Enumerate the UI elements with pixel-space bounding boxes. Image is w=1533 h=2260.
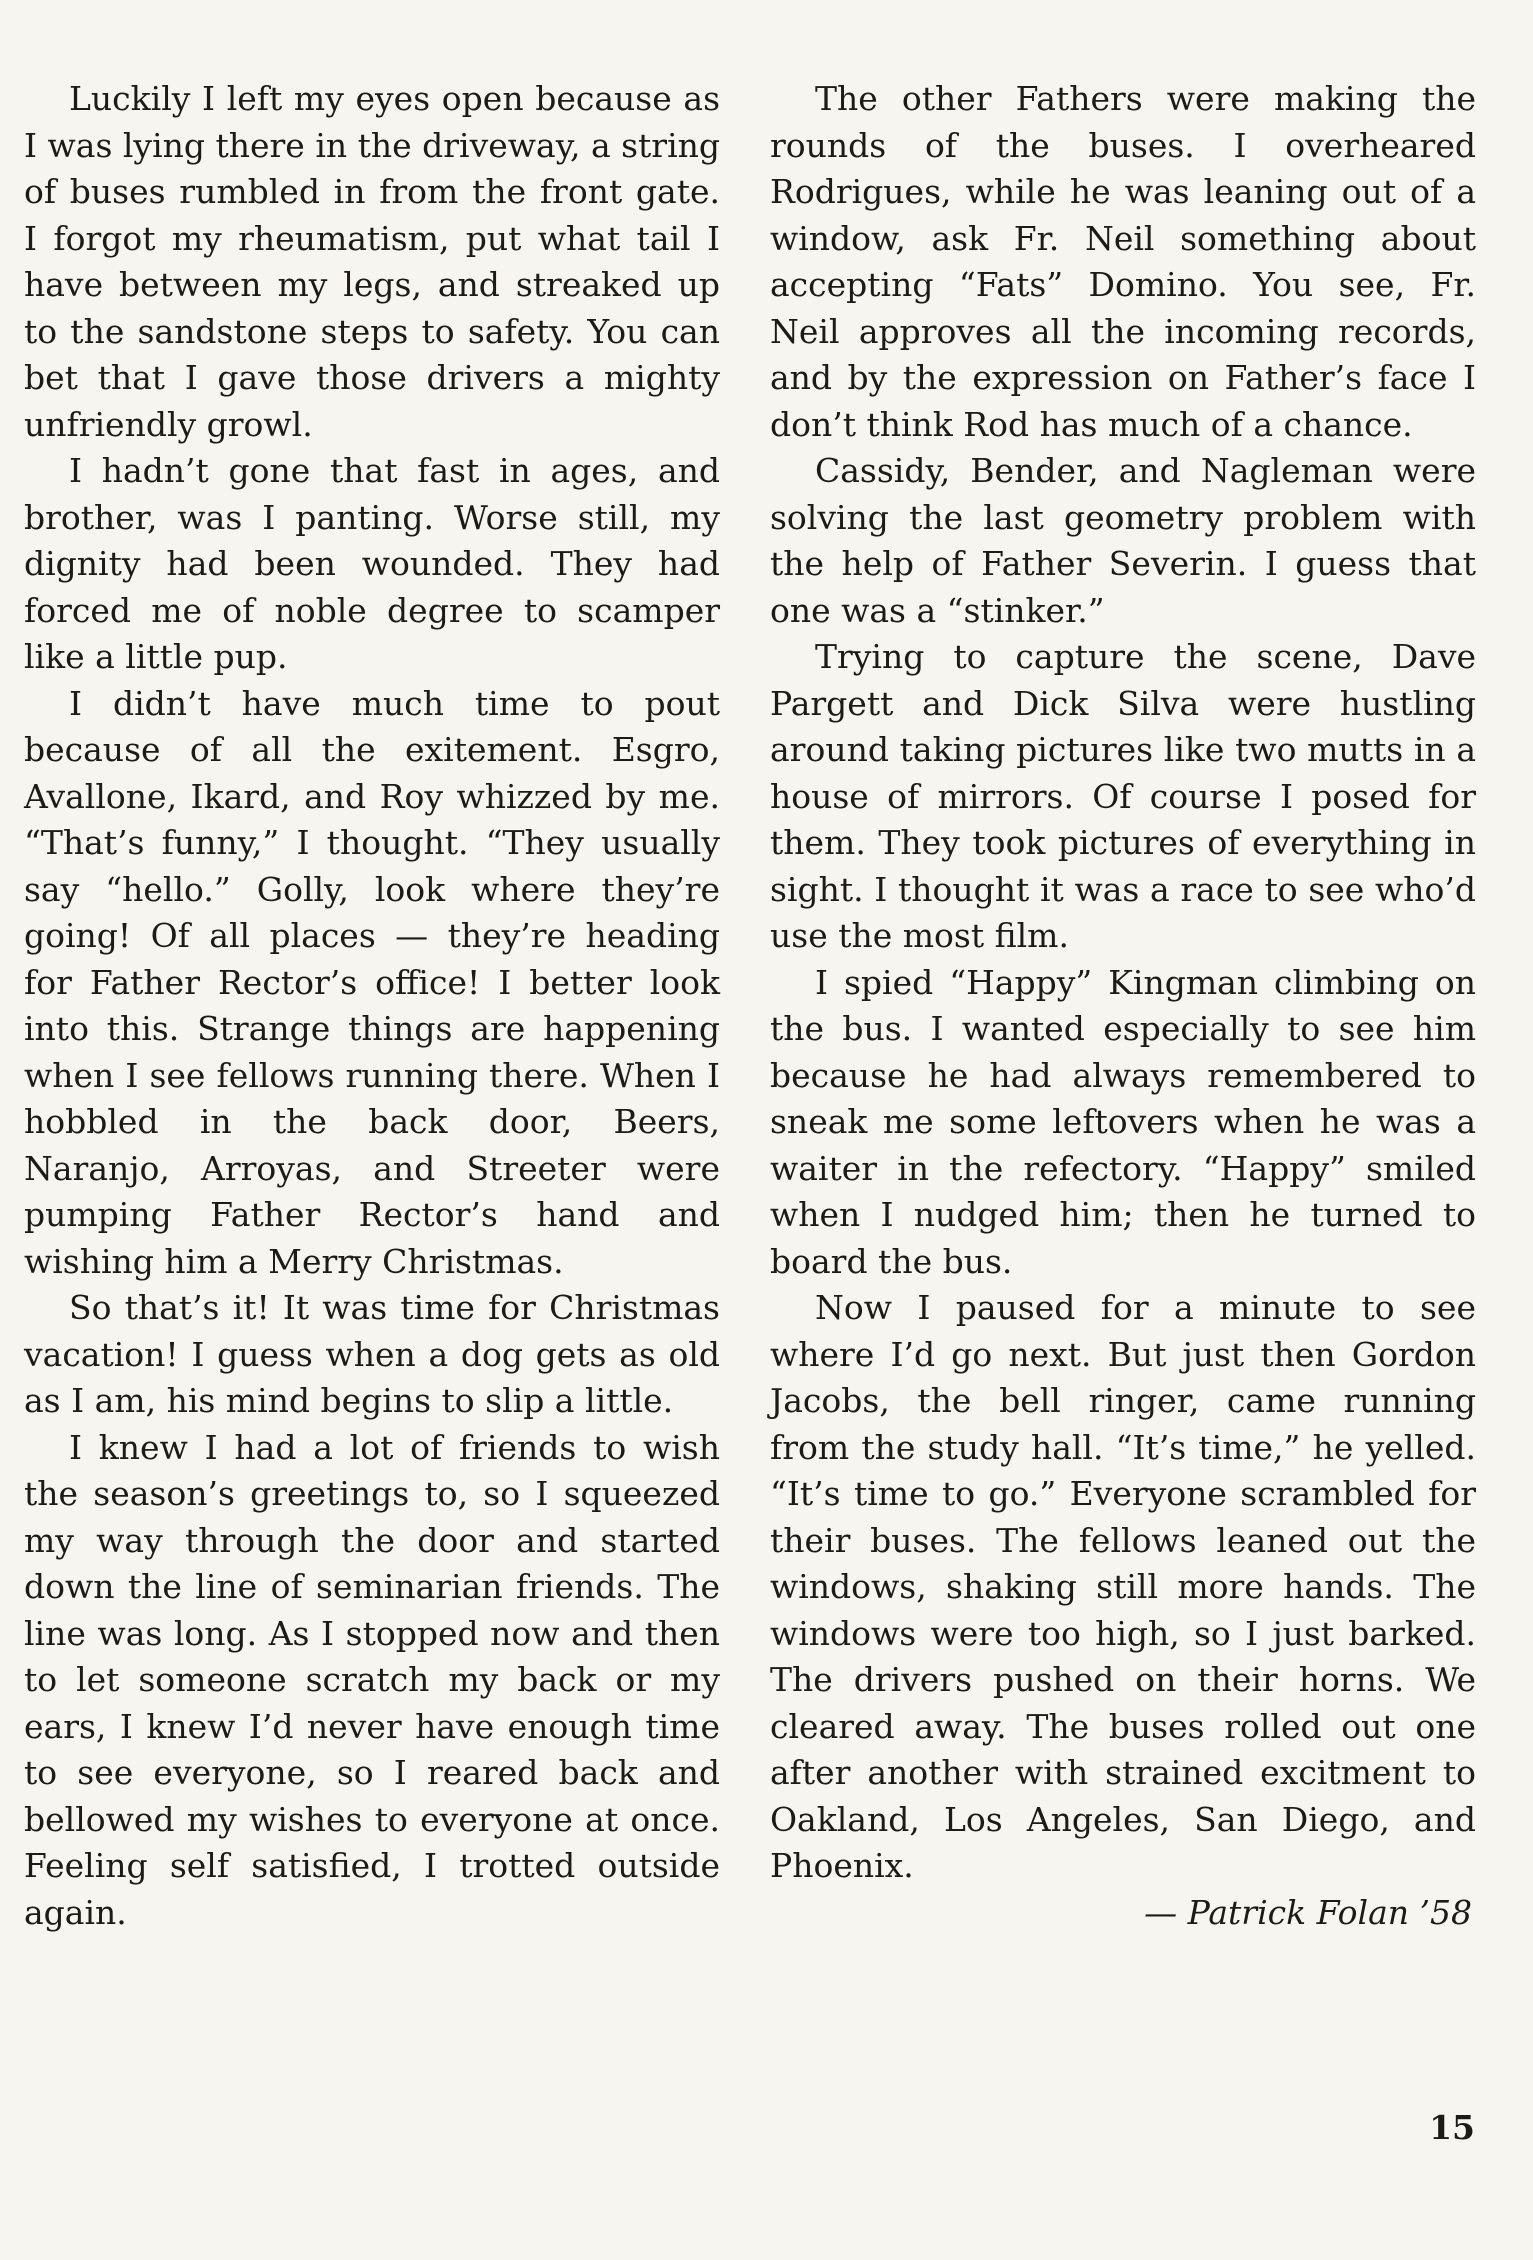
paragraph: Trying to capture the scene, Dave Pargett and Dick Silva were hustling around taking pictures like two mutts in a house of mirrors. Of course I posed for them. They took pictures of everything in sight. I thought it was a race to see who’d use the most film. xyxy=(770,637,1476,955)
paragraph: The other Fathers were making the rounds of the buses. I overheared Rodrigues, while he was leaning out of a window, ask Fr. Neil something about accepting “Fats” Domino. You see, Fr. Neil approves all the incoming records, and by the expression on Father’s face I don’t think Rod has much of a chance. xyxy=(770,79,1476,444)
right-column xyxy=(770,76,1476,1936)
left-column xyxy=(24,76,720,1936)
page-number: 15 xyxy=(1429,2108,1475,2147)
author-signature: — Patrick Folan ’58 xyxy=(1144,1892,1472,1932)
paragraph: I didn’t have much time to pout because of all the exitement. Esgro, Avallone, Ikard, and Roy whizzed by me. “That’s funny,” I thought. “They usually say “hello.” Golly, look where they’re going! Of all places — they’re heading for Father Rector’s office! I better look into this. Strange things are happening when I see fellows running there. When I hobbled in the back door, Beers, Naranjo, Arroyas, and Streeter were pumping Father Rector’s hand and wishing him a Merry Christmas. xyxy=(24,683,720,1281)
paragraph: Cassidy, Bender, and Nagleman were solving the last geometry problem with the help of Father Severin. I guess that one was a “stinker.” xyxy=(770,451,1476,630)
paragraph: I knew I had a lot of friends to wish the season’s greetings to, so I squeezed my way through the door and started down the line of seminarian friends. The line was long. As I stopped now and then to let someone scratch my back or my ears, I knew I’d never have enough time to see everyone, so I reared back and bellowed my wishes to everyone at once. Feeling self satisfied, I trotted outside again. xyxy=(24,1427,720,1932)
paragraph: Now I paused for a minute to see where I’d go next. But just then Gordon Jacobs, the bell ringer, came running from the study hall. “It’s time,” he yelled. “It’s time to go.” Everyone scrambled for their buses. The fellows leaned out the windows, shaking still more hands. The windows were too high, so I just barked. The drivers pushed on their horns. We cleared away. The buses rolled out one after another with strained excitment to Oakland, Los Angeles, San Diego, and Phoenix. xyxy=(770,1288,1476,1885)
paragraph: I hadn’t gone that fast in ages, and brother, was I panting. Worse still, my dignity had been wounded. They had forced me of noble degree to scamper like a little pup. xyxy=(24,451,720,676)
paragraph: I spied “Happy” Kingman climbing on the bus. I wanted especially to see him because he had always remembered to sneak me some leftovers when he was a waiter in the refectory. “Happy” smiled when I nudged him; then he turned to board the bus. xyxy=(770,962,1476,1281)
paragraph: Luckily I left my eyes open because as I was lying there in the driveway, a string of buses rumbled in from the front gate. I forgot my rheumatism, put what tail I have between my legs, and streaked up to the sandstone steps to safety. You can bet that I gave those drivers a mighty unfriendly growl. xyxy=(24,79,721,444)
paragraph: So that’s it! It was time for Christmas vacation! I guess when a dog gets as old as I am, his mind begins to slip a little. xyxy=(24,1288,720,1420)
